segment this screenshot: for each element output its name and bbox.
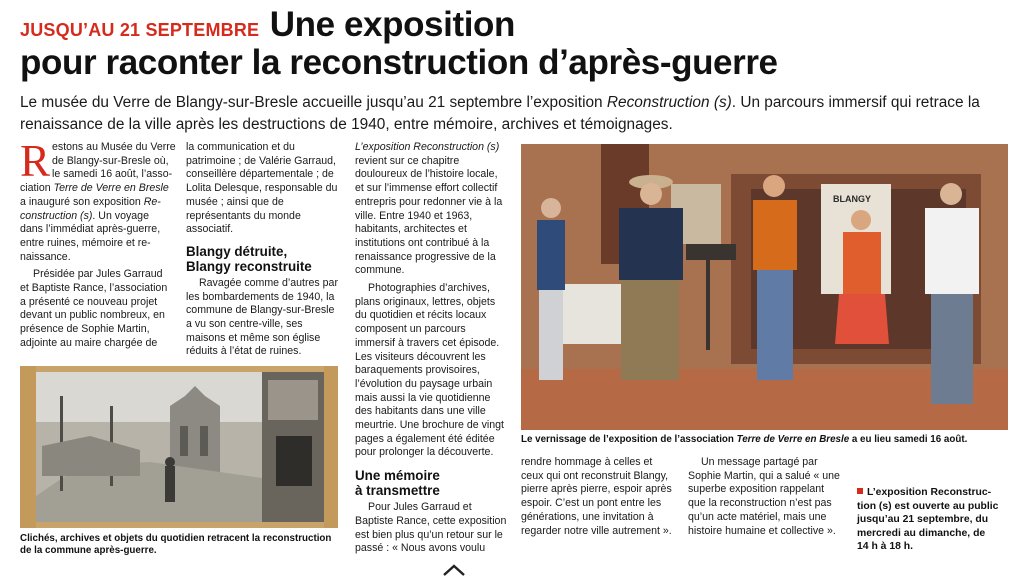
column-1: R estons au Musée du Verre de Blangy-sur-Bresle où, le samedi 16 août, l’asso- ciation Terre de Verre en Bresle a inauguré son exposition Re- construction (s). Un voyage dans l’immédiat après-guerre, entre ruines, mémoire et re- naissance. Présidée par Jules Garraud et Baptiste Rance, l’association a présenté ce nouveau projet devant un public nombreux, en présence de Sophie Martin, adjointe au maire chargée de <box>20 136 176 349</box>
archive-photo <box>20 366 338 528</box>
dropcap: R <box>20 136 51 186</box>
column-3 <box>355 141 508 556</box>
column-4 <box>521 456 674 538</box>
vernissage-photo <box>521 144 1008 430</box>
kicker: JUSQU’AU 21 SEPTEMBRE <box>20 20 260 40</box>
subhead-blangy: Blangy détruite, Blangy reconstruite <box>186 243 312 274</box>
title-line-1: Une exposition <box>269 5 515 44</box>
subhead-memoire: Une mémoire à transmettre <box>355 468 440 499</box>
sign-text: BLANGY <box>833 194 871 204</box>
col2-paragraph-1: la communication et du patrimoine ; de Valérie Garraud, conseillère départementale ; de Lolita Delesque, responsable du musée ; ainsi que de représentants du monde associatif. <box>186 141 338 236</box>
column-5 <box>688 456 840 538</box>
vernissage-photo-image <box>521 144 1008 430</box>
archive-photo-image <box>20 366 338 528</box>
col4-paragraph: rendre hommage à celles et ceux qui ont reconstruit Blangy, pierre après pierre, espoir après espoir. C’est un pont entre les générations, une invitation à regarder notre ville autrement ». <box>521 456 672 537</box>
bullet-square-icon <box>857 488 863 494</box>
col5-paragraph: Un message partagé par Sophie Martin, qui a salué « une superbe exposition rappelant que la reconstruction n’est pas qu’un acte matériel, mais une histoire humaine et collective ». <box>688 456 840 537</box>
lead-paragraph: Le musée du Verre de Blangy-sur-Bresle accueille jusqu’au 21 septembre l’exposition Reconstruction (s). Un parcours immersif qui retrace la renaissance de la ville après les destructions de 1940, entre mémoire, archives et témoignages. <box>20 94 980 133</box>
col3-paragraph-3: Pour Jules Garraud et Baptiste Rance, cette exposition est bien plus qu’un retour sur le passé : « Nous avons voulu <box>355 501 507 555</box>
chevron-up-icon[interactable] <box>441 563 467 576</box>
archive-photo-caption: Clichés, archives et objets du quotidien retracent la reconstruction de la commune après-guerre. <box>20 533 332 557</box>
headline-block <box>20 6 1020 86</box>
vernissage-photo-caption: Le vernissage de l’exposition de l’association Terre de Verre en Bresle a eu lieu samedi 16 août. <box>521 434 968 445</box>
col1-paragraph-2: Présidée par Jules Garraud et Baptiste Rance, l’association a présenté ce nouveau projet devant un public nombreux, en présence de Sophie Martin, adjointe au maire chargée de <box>20 268 168 349</box>
info-box: L’exposition Reconstruc- tion (s) est ouverte au public jusqu’au 21 septembre, du mercredi au dimanche, de 14 h à 18 h. <box>857 487 999 553</box>
col3-paragraph-2: Photographies d’archives, plans originaux, lettres, objets du quotidien et récits locaux composent un parcours immersif à travers cet épisode. Les visiteurs découvrent les baraquements provisoires, l’évolution du paysage urbain mais aussi la vie quotidienne des habitants dans une ville meurtrie. Une brochure de vingt pages a également été éditée pour prolonger la découverte. <box>355 282 504 459</box>
col2-paragraph-2: Ravagée comme d’autres par les bombardements de 1940, la commune de Blangy-sur-Bresle a vu son centre-ville, ses maisons et même son église réduits à l’état de ruines. <box>186 276 338 358</box>
column-2 <box>186 141 340 359</box>
title-line-2: pour raconter la reconstruction d’après-guerre <box>20 43 778 82</box>
col3-paragraph-1: L’exposition Reconstruction (s) revient sur ce chapitre douloureux de l’histoire locale, et sur l’immense effort collectif entrepris pour redonner vie à la ville. Entre 1940 et 1963, habitants, architectes et institutions ont contribué à la renaissance progressive de la commune. <box>355 141 503 277</box>
